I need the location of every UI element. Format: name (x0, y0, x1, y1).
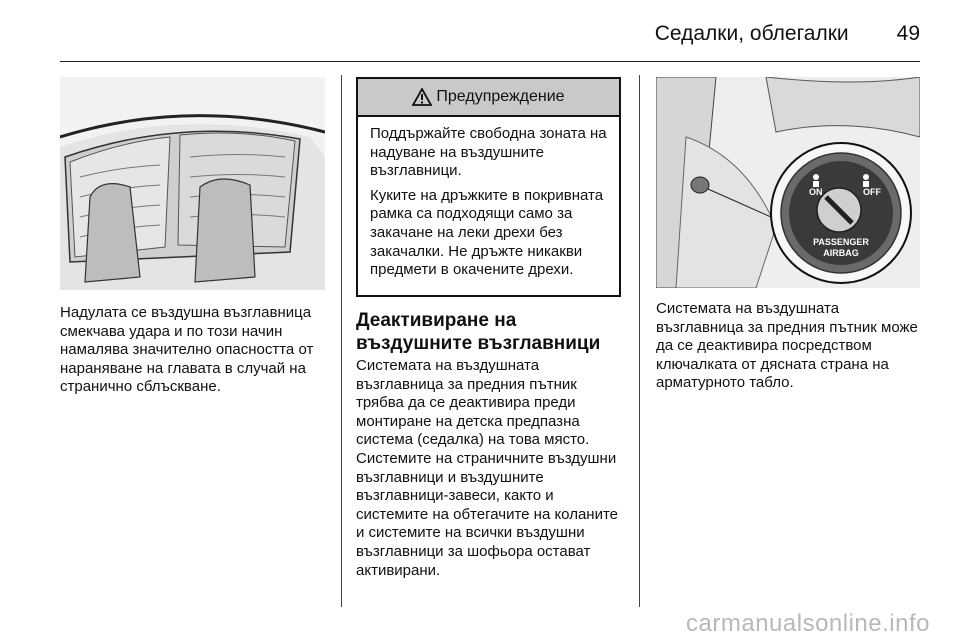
warning-paragraph-2: Куките на дръжките в покривната рамка са подходящи само за закачане на леки дрехи без закачалки. Не дръжте никакви предмети в окачените дрехи. (370, 186, 604, 279)
right-column-text (656, 300, 926, 393)
section-body: Системата на въздушната възглавница за предния пътник трябва да се деактивира преди монтиране на детска предпазна система (седалка) на това място. Системите на страничните въздушни възглавници и въздушните възглавници-завеси, както и системите на обтегачите на коланите и системите на всички въздушни възглавници за шофьора остават активирани. (356, 357, 618, 579)
warning-triangle-icon (412, 88, 432, 106)
curtain-airbag-caption: Надулата се въздушна възглавница смекчава удара и по този начин намалява значително опасността от нараняване на главата в случай на странично сблъскване. (60, 304, 314, 396)
warning-paragraph-1: Поддържайте свободна зоната на надуване на въздушните възглавници. (370, 125, 607, 180)
section-title: Деактивиране на въздушните възглавници (356, 310, 601, 354)
column-divider-2 (639, 75, 640, 607)
warning-body (358, 117, 619, 280)
left-column-text (60, 304, 330, 397)
switch-passenger-label: PASSENGER (813, 237, 869, 247)
page-title: Седалки, облегалки (654, 22, 849, 45)
warning-title: Предупреждение (436, 88, 565, 105)
switch-off-label: OFF (863, 187, 881, 197)
curtain-airbag-illustration (60, 77, 325, 290)
page-header (60, 14, 920, 54)
watermark: carmanualsonline.info (686, 610, 930, 637)
page-number: 49 (896, 22, 920, 45)
switch-airbag-label: AIRBAG (823, 248, 859, 258)
middle-column-text (356, 357, 628, 580)
airbag-switch-caption: Системата на въздушната възглавница за предния пътник може да се деактивира посредством ключалката от дясната страна на арматурното табло. (656, 300, 918, 392)
curtain-airbag-drawing (60, 77, 325, 290)
switch-on-label: ON (809, 187, 823, 197)
airbag-switch-drawing (656, 77, 920, 288)
warning-header (358, 79, 619, 117)
header-rule (60, 61, 920, 62)
warning-box (356, 77, 621, 297)
airbag-switch-illustration (656, 77, 920, 288)
column-divider-1 (341, 75, 342, 607)
